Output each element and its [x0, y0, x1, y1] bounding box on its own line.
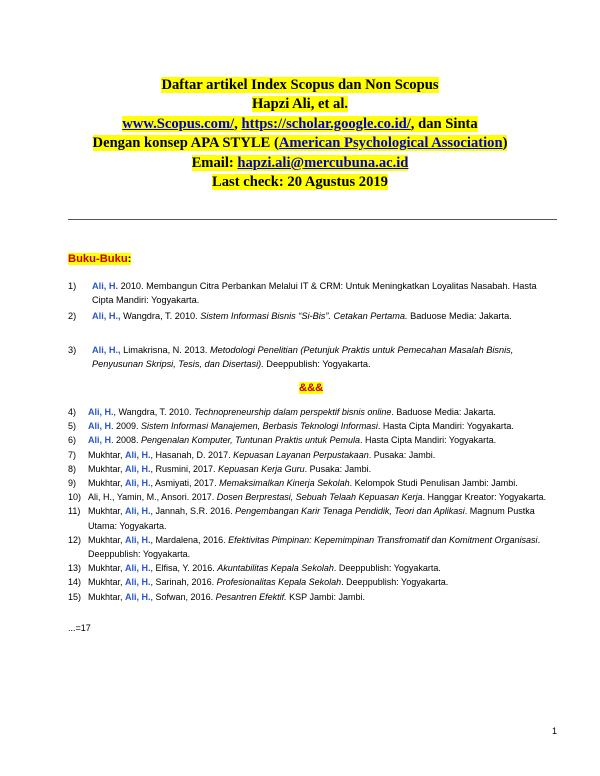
author-highlight: Ali, H.: [88, 407, 114, 417]
entry-text: , Hasanah, D. 2017.: [150, 449, 234, 460]
section-colon: :: [127, 253, 132, 265]
list-item: [68, 462, 558, 476]
entry-number: 13): [68, 563, 82, 574]
entry-number: 9): [68, 478, 77, 489]
entry-publisher: . Kelompok Studi Penulisan Jambi: Jambi.: [349, 478, 518, 489]
entry-pre: Mukhtar,: [88, 563, 126, 574]
entry-publisher: Deeppublish: Yogyakarta.: [263, 359, 371, 370]
entry-pre: Ali, H., Yamin, M., Ansori. 2017.: [88, 492, 217, 503]
entry-count: ...=17: [68, 623, 91, 633]
entry-title: Kepuasan Layanan Perpustakaan: [233, 449, 369, 460]
entry-title: Sistem Informasi Bisnis “Si-Bis”. Cetakan Pertama.: [200, 311, 408, 321]
entry-number: 12): [68, 534, 82, 545]
entry-publisher: . Hasta Cipta Mandiri: Yogyakarta.: [377, 421, 514, 432]
entry-text: . 2009.: [111, 421, 142, 432]
author-highlight: Ali, H.: [125, 463, 151, 474]
list-item: [68, 448, 558, 462]
entry-publisher: . Pusaka: Jambi.: [304, 463, 372, 474]
links-rest: , dan Sinta: [410, 115, 478, 132]
email-link[interactable]: hapzi.ali@mercubuna.ac.id: [237, 154, 409, 171]
entry-text: , Jannah, S.R. 2016.: [150, 506, 236, 517]
entry-publisher: . Baduose Media: Jakarta.: [391, 407, 496, 417]
entry-text: , Rusmini, 2017.: [150, 463, 219, 474]
author-highlight: Ali, H.: [125, 591, 151, 602]
list-item: [68, 575, 558, 589]
entry-pre: Mukhtar,: [88, 534, 126, 545]
header-last-check: Last check: 20 Agustus 2019: [212, 174, 388, 191]
horizontal-divider: [68, 219, 557, 220]
list-item: [68, 476, 558, 490]
entry-title: Dosen Berprestasi, Sebuah Telaah Kepuasan Kerja: [216, 492, 423, 503]
author-highlight: Ali, H.: [125, 449, 151, 460]
entry-title: Kepuasan Kerja Guru: [218, 463, 305, 474]
author-highlight: Ali, H.,: [92, 345, 121, 355]
entry-publisher: Baduose Media: Jakarta.: [407, 311, 512, 321]
entry-publisher: . Deeppublish: Yogyakarta.: [333, 563, 441, 574]
entry-text: , Mardalena, 2016.: [150, 534, 229, 545]
links-separator: ,: [234, 115, 242, 132]
entry-text: , Elfisa, Y. 2016.: [150, 563, 218, 574]
author-highlight: Ali, H: [88, 435, 112, 446]
entry-publisher: . Magnum Pustka Utama: Yogyakarta.: [88, 506, 535, 531]
entry-text: , Sofwan, 2016.: [150, 591, 216, 602]
entry-publisher: . Deeppublish: Yogyakarta.: [341, 577, 449, 588]
list-item: [68, 433, 558, 447]
entry-text: , Sarinah, 2016.: [150, 577, 217, 588]
entry-text: Limakrisna, N. 2013.: [120, 345, 210, 355]
entry-pre: Mukhtar,: [88, 506, 126, 517]
author-highlight: Ali, H.: [125, 506, 151, 517]
entry-number: 3): [68, 345, 77, 355]
entry-number: 2): [68, 311, 77, 321]
entry-text: , Asmiyati, 2017.: [150, 478, 220, 489]
book-entry: [68, 343, 558, 371]
entry-title: Profesionalitas Kepala Sekolah: [216, 577, 342, 588]
entry-text: . 2008.: [111, 435, 142, 446]
entry-publisher: . Deeppublish: Yogyakarta.: [88, 534, 541, 560]
author-highlight: Ali, H.: [125, 577, 151, 588]
section-title: [68, 253, 131, 265]
style-prefix: Dengan konsep APA STYLE (: [92, 135, 279, 152]
author-highlight: Ali, H.: [92, 281, 119, 291]
author-highlight: Ali, H.: [125, 478, 151, 489]
apa-link[interactable]: American Psychological Association: [278, 135, 503, 152]
entry-title: Sistem Informasi Manajemen, Berbasis Teknologi Informasi: [141, 421, 378, 432]
entry-publisher: . Pusaka: Jambi.: [368, 449, 436, 460]
entry-title: Akuntabilitas Kepala Sekolah: [217, 563, 334, 574]
entry-number: 4): [68, 407, 77, 417]
entry-title: Pesantren Efektif.: [215, 591, 287, 602]
book-entry: [68, 279, 558, 307]
header-title: Daftar artikel Index Scopus dan Non Scopus: [161, 77, 439, 93]
author-highlight: Ali, H.: [125, 563, 151, 574]
entry-number: 8): [68, 463, 77, 474]
list-item: [68, 490, 558, 504]
list-item: [68, 590, 558, 604]
section-title-text: Buku-Buku: [68, 253, 128, 265]
book-entry: [68, 309, 558, 323]
entry-text: , Wangdra, T. 2010.: [113, 407, 195, 417]
page-number: 1: [552, 726, 558, 736]
list-item: [68, 533, 558, 561]
author-highlight: Ali, H.: [125, 534, 151, 545]
style-suffix: ): [502, 135, 508, 152]
list-item: [68, 504, 558, 532]
document-header: [0, 76, 600, 192]
entry-pre: Mukhtar,: [88, 478, 126, 489]
entry-number: 10): [68, 492, 82, 503]
entry-title: Pengembangan Karir Tenaga Pendidik, Teori dan Aplikasi: [235, 506, 465, 517]
entry-text: Wangdra, T. 2010.: [120, 311, 201, 321]
list-item: [68, 419, 558, 433]
entry-number: 7): [68, 449, 77, 460]
author-highlight: Ali, H.,: [92, 311, 121, 321]
author-highlight: Ali, H: [88, 421, 112, 432]
entry-title: Efektivitas Pimpinan: Kepemimpinan Transfromatif dan Komitment Organisasi: [228, 534, 538, 545]
list-item: [68, 561, 558, 575]
entry-pre: Mukhtar,: [88, 449, 126, 460]
entry-title: Memaksimalkan Kinerja Sekolah: [219, 478, 350, 489]
scholar-link[interactable]: https://scholar.google.co.id/: [241, 115, 411, 132]
entry-publisher: . Hasta Cipta Mandiri: Yogyakarta.: [360, 435, 497, 446]
entry-text: 2010. Membangun Citra Perbankan Melalui IT & CRM: Untuk Meningkatkan Loyalitas Nasabah. Hasta Cipta Mandiri: Yogyakarta.: [92, 281, 537, 306]
reference-list: [68, 405, 558, 604]
list-item: [68, 405, 558, 419]
scopus-link[interactable]: www.Scopus.com/: [122, 115, 235, 132]
entry-pre: Mukhtar,: [88, 591, 126, 602]
entry-title: Technopreneurship dalam perspektif bisnis online: [194, 407, 392, 417]
entry-pre: Mukhtar,: [88, 463, 126, 474]
entry-number: 1): [68, 281, 77, 291]
separator-mark: &&&: [299, 382, 324, 394]
header-author: Hapzi Ali, et al.: [251, 96, 349, 113]
entry-title: Pengenalan Komputer, Tuntunan Praktis untuk Pemula: [141, 435, 361, 446]
entry-publisher: . Hanggar Kreator: Yogyakarta.: [422, 492, 547, 503]
entry-number: 14): [68, 577, 82, 588]
entry-number: 5): [68, 421, 77, 432]
entry-publisher: KSP Jambi: Jambi.: [286, 591, 365, 602]
entry-number: 11): [68, 506, 81, 517]
header-links-line: [122, 116, 477, 132]
email-prefix: Email:: [191, 154, 238, 171]
entry-pre: Mukhtar,: [88, 577, 126, 588]
entry-number: 6): [68, 435, 77, 446]
entry-number: 15): [68, 591, 82, 602]
header-style-line: [93, 135, 508, 151]
header-email-line: [192, 155, 409, 171]
entry-title: Metodologi Penelitian (Petunjuk Praktis untuk Pemecahan Masalah Bisnis, Penyusunan Skripsi, Tesis, dan Disertasi).: [92, 345, 514, 370]
